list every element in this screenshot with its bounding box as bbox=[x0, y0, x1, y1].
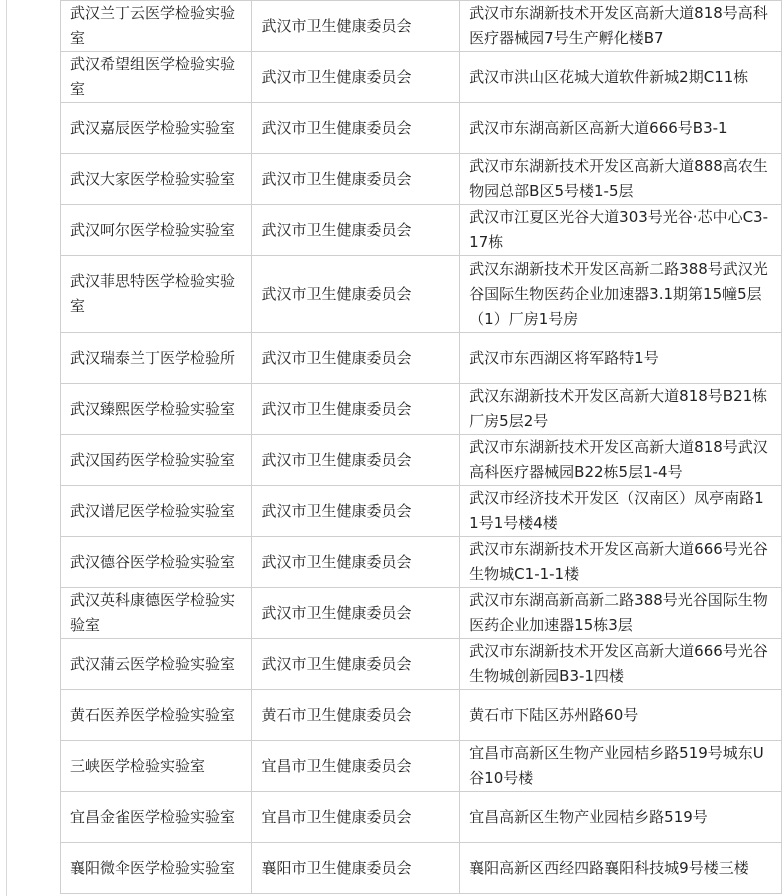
authority-cell: 武汉市卫生健康委员会 bbox=[252, 205, 460, 256]
lab-table bbox=[60, 0, 782, 894]
table-row bbox=[61, 205, 782, 256]
authority-cell: 武汉市卫生健康委员会 bbox=[252, 435, 460, 486]
table-row bbox=[61, 639, 782, 690]
table-row bbox=[61, 843, 782, 894]
address-cell: 武汉市东湖高新高新二路388号光谷国际生物医药企业加速器15栋3层 bbox=[460, 588, 782, 639]
lab-name-cell: 武汉瑞泰兰丁医学检验所 bbox=[61, 333, 252, 384]
address-cell: 武汉市江夏区光谷大道303号光谷·芯中心C3-17栋 bbox=[460, 205, 782, 256]
address-cell: 黄石市下陆区苏州路60号 bbox=[460, 690, 782, 741]
table-row bbox=[61, 256, 782, 333]
address-cell: 宜昌高新区生物产业园桔乡路519号 bbox=[460, 792, 782, 843]
authority-cell: 襄阳市卫生健康委员会 bbox=[252, 843, 460, 894]
authority-cell: 武汉市卫生健康委员会 bbox=[252, 537, 460, 588]
address-cell: 武汉市东湖新技术开发区高新大道888高农生物园总部B区5号楼1-5层 bbox=[460, 154, 782, 205]
authority-cell: 武汉市卫生健康委员会 bbox=[252, 103, 460, 154]
table-row bbox=[61, 52, 782, 103]
lab-name-cell: 武汉嘉辰医学检验实验室 bbox=[61, 103, 252, 154]
table-row bbox=[61, 103, 782, 154]
authority-cell: 武汉市卫生健康委员会 bbox=[252, 384, 460, 435]
page-left-rule bbox=[6, 0, 7, 896]
address-cell: 武汉市洪山区花城大道软件新城2期C11栋 bbox=[460, 52, 782, 103]
address-cell: 宜昌市高新区生物产业园桔乡路519号城东U谷10号楼 bbox=[460, 741, 782, 792]
authority-cell: 武汉市卫生健康委员会 bbox=[252, 256, 460, 333]
lab-name-cell: 武汉兰丁云医学检验实验室 bbox=[61, 1, 252, 52]
lab-name-cell: 武汉菲思特医学检验实验室 bbox=[61, 256, 252, 333]
lab-name-cell: 宜昌金雀医学检验实验室 bbox=[61, 792, 252, 843]
table-row bbox=[61, 1, 782, 52]
address-cell: 武汉市经济技术开发区（汉南区）凤亭南路11号1号楼4楼 bbox=[460, 486, 782, 537]
table-row bbox=[61, 741, 782, 792]
lab-name-cell: 武汉臻熙医学检验实验室 bbox=[61, 384, 252, 435]
authority-cell: 武汉市卫生健康委员会 bbox=[252, 333, 460, 384]
authority-cell: 宜昌市卫生健康委员会 bbox=[252, 792, 460, 843]
lab-name-cell: 三峡医学检验实验室 bbox=[61, 741, 252, 792]
authority-cell: 武汉市卫生健康委员会 bbox=[252, 1, 460, 52]
address-cell: 武汉东湖新技术开发区高新大道818号B21栋厂房5层2号 bbox=[460, 384, 782, 435]
authority-cell: 武汉市卫生健康委员会 bbox=[252, 639, 460, 690]
table-row bbox=[61, 384, 782, 435]
authority-cell: 黄石市卫生健康委员会 bbox=[252, 690, 460, 741]
lab-name-cell: 武汉谱尼医学检验实验室 bbox=[61, 486, 252, 537]
table-row bbox=[61, 435, 782, 486]
authority-cell: 武汉市卫生健康委员会 bbox=[252, 52, 460, 103]
lab-name-cell: 武汉呵尔医学检验实验室 bbox=[61, 205, 252, 256]
authority-cell: 武汉市卫生健康委员会 bbox=[252, 154, 460, 205]
table-row bbox=[61, 333, 782, 384]
lab-table-body bbox=[61, 1, 782, 894]
lab-name-cell: 武汉大家医学检验实验室 bbox=[61, 154, 252, 205]
address-cell: 武汉市东湖新技术开发区高新大道818号高科医疗器械园7号生产孵化楼B7 bbox=[460, 1, 782, 52]
lab-name-cell: 襄阳微伞医学检验实验室 bbox=[61, 843, 252, 894]
lab-name-cell: 武汉英科康德医学检验实验室 bbox=[61, 588, 252, 639]
address-cell: 武汉市东湖新技术开发区高新大道666号光谷生物城创新园B3-1四楼 bbox=[460, 639, 782, 690]
lab-name-cell: 武汉国药医学检验实验室 bbox=[61, 435, 252, 486]
authority-cell: 武汉市卫生健康委员会 bbox=[252, 588, 460, 639]
address-cell: 襄阳高新区西经四路襄阳科技城9号楼三楼 bbox=[460, 843, 782, 894]
address-cell: 武汉市东西湖区将军路特1号 bbox=[460, 333, 782, 384]
table-row bbox=[61, 690, 782, 741]
table-row bbox=[61, 154, 782, 205]
lab-name-cell: 黄石医养医学检验实验室 bbox=[61, 690, 252, 741]
lab-name-cell: 武汉希望组医学检验实验室 bbox=[61, 52, 252, 103]
authority-cell: 武汉市卫生健康委员会 bbox=[252, 486, 460, 537]
table-row bbox=[61, 588, 782, 639]
table-row bbox=[61, 537, 782, 588]
table-row bbox=[61, 486, 782, 537]
lab-name-cell: 武汉德谷医学检验实验室 bbox=[61, 537, 252, 588]
address-cell: 武汉市东湖高新区高新大道666号B3-1 bbox=[460, 103, 782, 154]
address-cell: 武汉市东湖新技术开发区高新大道666号光谷生物城C1-1-1楼 bbox=[460, 537, 782, 588]
address-cell: 武汉市东湖新技术开发区高新大道818号武汉高科医疗器械园B22栋5层1-4号 bbox=[460, 435, 782, 486]
authority-cell: 宜昌市卫生健康委员会 bbox=[252, 741, 460, 792]
table-row bbox=[61, 792, 782, 843]
lab-name-cell: 武汉蒲云医学检验实验室 bbox=[61, 639, 252, 690]
address-cell: 武汉东湖新技术开发区高新二路388号武汉光谷国际生物医药企业加速器3.1期第15幢5层（1）厂房1号房 bbox=[460, 256, 782, 333]
